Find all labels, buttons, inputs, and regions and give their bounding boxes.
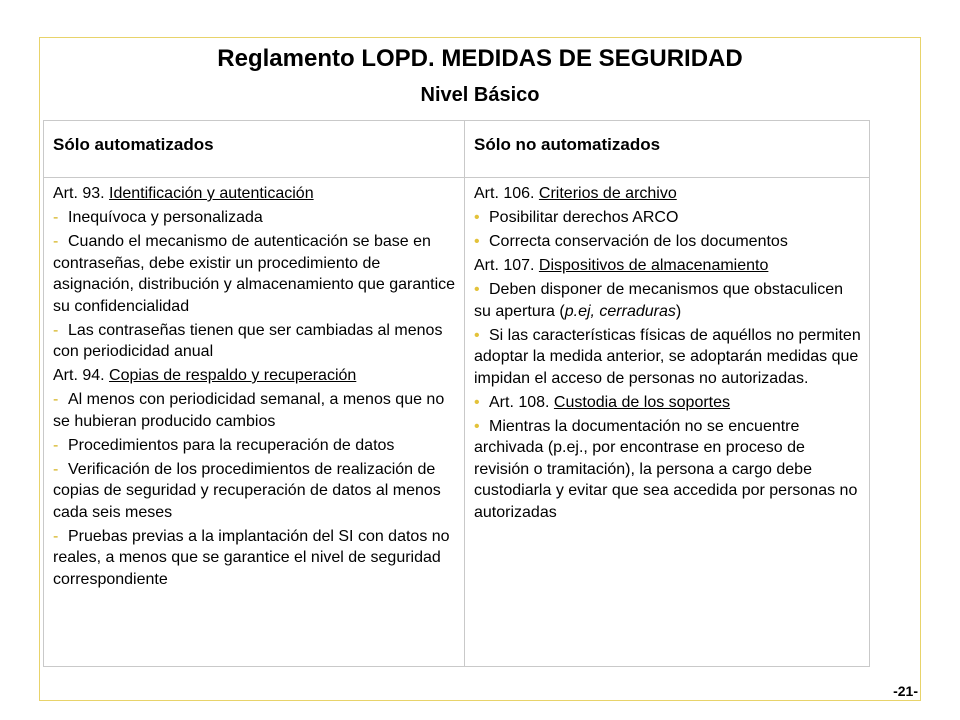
- dash-marker: -: [53, 391, 59, 408]
- measure-text: Cuando el mecanismo de autenticación se base en contraseñas, debe existir un procedimiento de asignación, distribución y almacenamiento que garantice su confidencialidad: [53, 233, 456, 315]
- measure-line: [53, 389, 456, 432]
- article-title: Identificación y autenticación: [109, 185, 314, 202]
- column-header-non-automated: Sólo no automatizados: [465, 121, 870, 178]
- dash-marker: -: [53, 436, 59, 454]
- measure-text: Pruebas previas a la implantación del SI con datos no reales, a menos que se garantice el nivel de seguridad correspondiente: [53, 527, 450, 588]
- article-number: Art. 106.: [474, 185, 539, 202]
- dash-marker: -: [53, 460, 59, 478]
- dash-marker: -: [53, 209, 59, 226]
- measure-text: Si las características físicas de aquéllos no permiten adoptar la medida anterior, se adoptarán medidas que impidan el acceso de personas no autorizadas.: [474, 326, 861, 387]
- measure-line: [53, 320, 456, 363]
- article-number: Art. 107.: [474, 257, 539, 274]
- measures-table: [43, 120, 870, 667]
- measure-text: Deben disponer de mecanismos que obstaculicen su apertura (: [474, 281, 843, 320]
- bullet-marker: •: [474, 393, 480, 411]
- measure-text: Mientras la documentación no se encuentre archivada (p.ej., por encontrase en proceso de revisión o tramitación), la persona a cargo debe custodiarla y evitar que sea accedida por personas no autorizadas: [474, 417, 858, 521]
- bullet-marker: •: [474, 417, 480, 435]
- measure-line: [474, 416, 861, 524]
- measure-line: [474, 392, 861, 414]
- page-title: Reglamento LOPD. MEDIDAS DE SEGURIDAD: [217, 45, 743, 72]
- non-automated-measures-cell: [465, 178, 870, 667]
- measure-text: Las contraseñas tienen que ser cambiadas al menos con periodicidad anual: [53, 321, 443, 360]
- article-title: Criterios de archivo: [538, 185, 677, 202]
- measure-line: [474, 325, 861, 390]
- page-subtitle: Nivel Básico: [420, 84, 540, 106]
- automated-measures-cell: [44, 178, 465, 667]
- measure-text: Procedimientos para la recuperación de datos: [68, 436, 395, 454]
- measure-line: [53, 365, 456, 387]
- measure-line: [53, 183, 456, 205]
- page-number: -21-: [893, 683, 918, 699]
- dash-marker: -: [53, 321, 59, 339]
- bullet-marker: •: [474, 326, 480, 344]
- measure-line: [53, 526, 456, 591]
- measure-text: Posibilitar derechos ARCO: [489, 209, 679, 226]
- dash-marker: -: [53, 233, 59, 250]
- bullet-marker: •: [474, 281, 480, 298]
- measure-line: [474, 279, 861, 322]
- article-number: Art. 94.: [53, 367, 110, 384]
- bullet-marker: •: [474, 209, 480, 226]
- dash-marker: -: [53, 527, 59, 545]
- measure-text: Al menos con periodicidad semanal, a menos que no se hubieran producido cambios: [53, 391, 445, 430]
- measure-line: [53, 207, 456, 229]
- article-title: Custodia de los soportes: [553, 393, 731, 411]
- measure-line: [53, 459, 456, 524]
- article-number: Art. 93.: [53, 185, 110, 202]
- article-title: Copias de respaldo y recuperación: [109, 367, 357, 384]
- measure-text: Correcta conservación de los documentos: [489, 233, 788, 250]
- measure-text-suffix: ): [675, 302, 682, 320]
- measure-line: [53, 231, 456, 317]
- article-title: Dispositivos de almacenamiento: [538, 257, 769, 274]
- column-header-automated: Sólo automatizados: [44, 121, 465, 178]
- measure-text: Inequívoca y personalizada: [68, 209, 263, 226]
- measure-line: [474, 231, 861, 253]
- measure-text: Verificación de los procedimientos de realización de copias de seguridad y recuperación de datos al menos cada seis meses: [53, 460, 441, 521]
- measure-example: p.ej, cerraduras: [564, 302, 676, 320]
- measure-line: [53, 435, 456, 457]
- article-number: Art. 108.: [489, 393, 554, 411]
- measure-line: [474, 183, 861, 205]
- bullet-marker: •: [474, 233, 480, 250]
- measure-line: [474, 207, 861, 229]
- measure-line: [474, 255, 861, 277]
- table-header-row: [44, 121, 870, 178]
